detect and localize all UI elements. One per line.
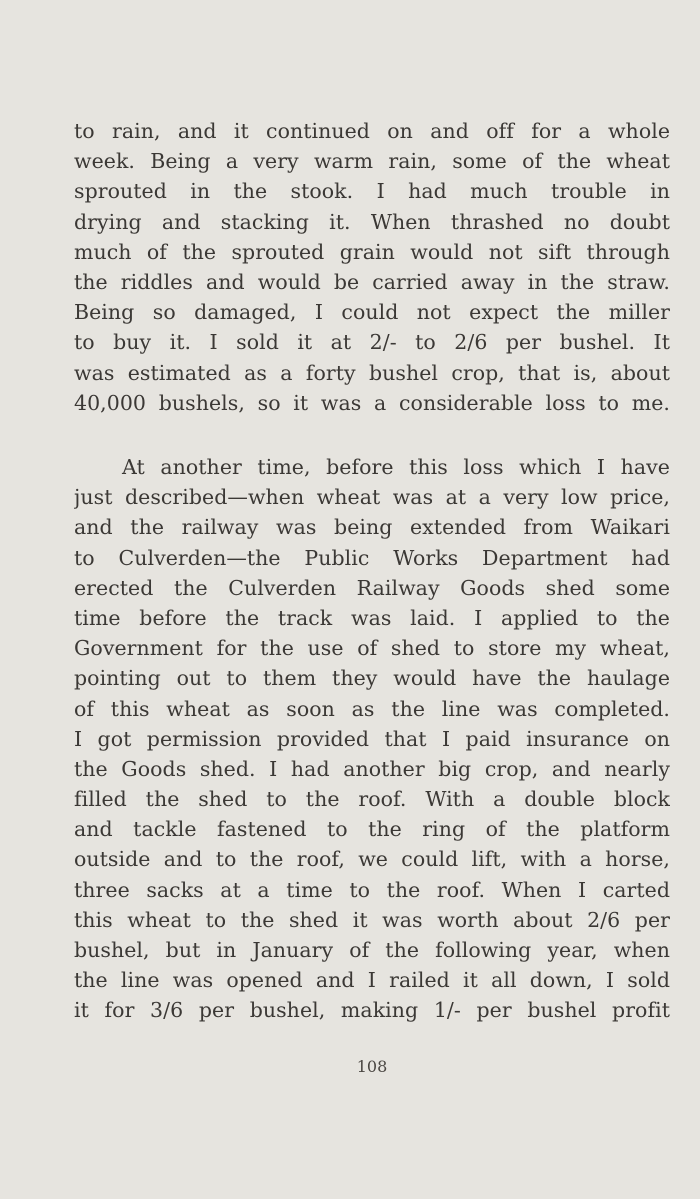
text-line: was estimated as a forty bushel crop, that is, about: [74, 360, 670, 385]
text-line: filled the shed to the roof. With a double block: [74, 787, 670, 812]
text-line: erected the Culverden Railway Goods shed some: [74, 575, 670, 600]
text-line: it for 3/6 per bushel, making 1/- per bushel profit: [74, 998, 670, 1023]
text-line: Being so damaged, I could not expect the miller: [74, 300, 670, 325]
text-line: and the railway was being extended from Waikari: [74, 515, 670, 540]
paragraph-1: [74, 116, 670, 418]
text-line: pointing out to them they would have the haulage: [74, 666, 670, 691]
text-line: drying and stacking it. When thrashed no doubt: [74, 209, 670, 234]
text-line: At another time, before this loss which I have: [122, 455, 670, 479]
text-line: week. Being a very warm rain, some of the wheat: [74, 149, 670, 174]
text-line: outside and to the roof, we could lift, with a horse,: [74, 847, 670, 872]
text-line: to rain, and it continued on and off for a whole: [74, 119, 670, 143]
text-line: Government for the use of shed to store my wheat,: [74, 636, 670, 661]
text-line: to buy it. I sold it at 2/- to 2/6 per bushel. It: [74, 330, 670, 355]
page-number: 108: [356, 1057, 388, 1076]
text-line: I got permission provided that I paid insurance on: [74, 726, 670, 751]
text-line: 40,000 bushels, so it was a considerable loss to me.: [74, 390, 670, 415]
text-line: and tackle fastened to the ring of the platform: [74, 817, 670, 842]
text-line: sprouted in the stook. I had much trouble in: [74, 179, 670, 204]
text-line: of this wheat as soon as the line was completed.: [74, 696, 670, 721]
paragraph-2: [74, 452, 670, 1026]
text-line: this wheat to the shed it was worth about 2/6 per: [74, 907, 670, 932]
text-line: the riddles and would be carried away in the straw.: [74, 269, 670, 294]
text-line: the line was opened and I railed it all down, I sold: [74, 968, 670, 993]
text-line: the Goods shed. I had another big crop, and nearly: [74, 756, 670, 781]
text-line: just described—when wheat was at a very low price,: [74, 485, 670, 510]
text-line: bushel, but in January of the following year, when: [74, 938, 670, 962]
text-line: three sacks at a time to the roof. When I carted: [74, 877, 670, 902]
text-line: time before the track was laid. I applied to the: [74, 605, 670, 630]
text-line: much of the sprouted grain would not sift through: [74, 239, 670, 264]
text-line: to Culverden—the Public Works Department had: [74, 545, 670, 570]
